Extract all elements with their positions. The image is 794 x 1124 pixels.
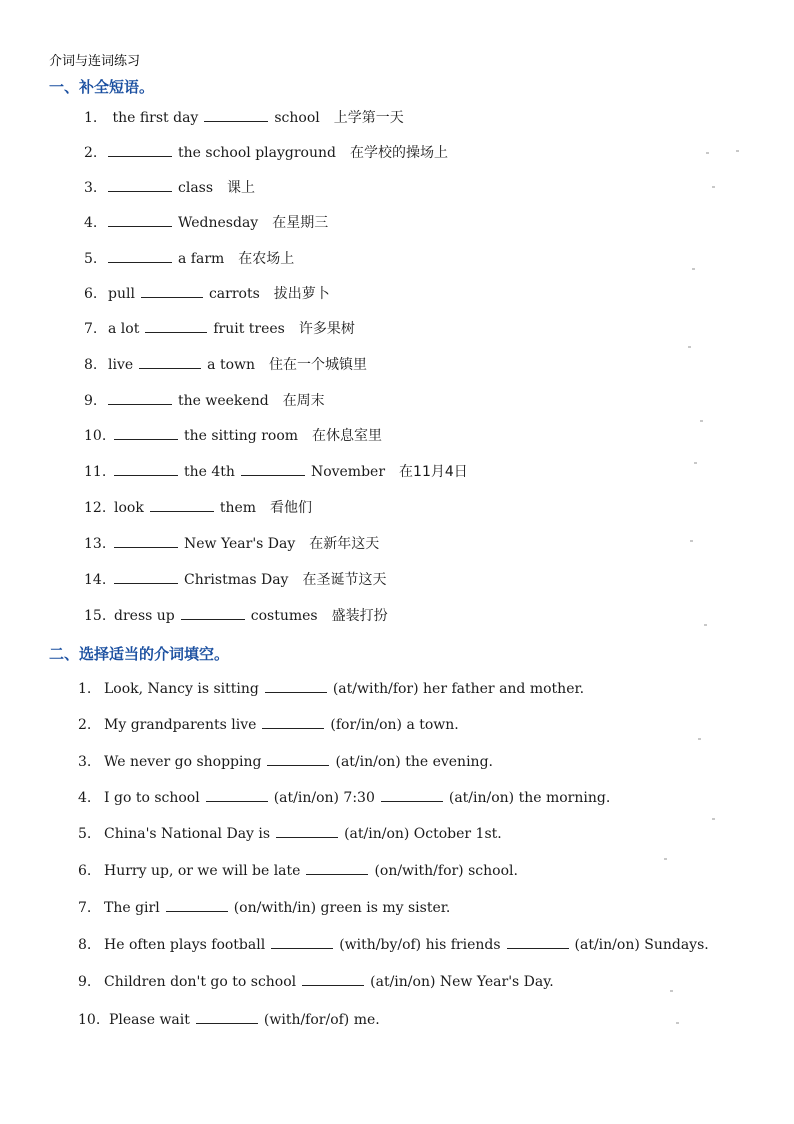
question-text: He often plays football — [104, 937, 266, 953]
scan-speck — [700, 420, 703, 422]
chinese-meaning: 在圣诞节这天 — [302, 572, 387, 588]
scan-speck — [736, 150, 739, 152]
answer-blank[interactable] — [276, 824, 338, 838]
question-number: 7. — [78, 900, 92, 916]
phrase-text: the 4th — [184, 464, 235, 480]
question-text: (at/in/on) 7:30 — [273, 790, 375, 806]
item-number: 11. — [84, 464, 107, 480]
answer-blank[interactable] — [108, 178, 172, 192]
phrase-item — [84, 143, 448, 162]
scan-speck — [676, 1022, 679, 1024]
question-number: 4. — [78, 790, 92, 806]
phrase-item — [84, 426, 382, 445]
question-number: 2. — [78, 717, 92, 733]
phrase-item — [84, 319, 355, 338]
scan-speck — [704, 624, 707, 626]
item-number: 3. — [84, 180, 98, 196]
phrase-text: the first day — [112, 110, 199, 126]
answer-blank[interactable] — [262, 715, 324, 729]
chinese-meaning: 在新年这天 — [309, 536, 380, 552]
question-text: Children don't go to school — [104, 974, 297, 990]
answer-blank[interactable] — [181, 606, 245, 620]
question-text: (on/with/for) school. — [374, 863, 518, 879]
phrase-text: November — [310, 464, 386, 480]
question-text: (with/for/of) me. — [263, 1012, 380, 1028]
phrase-item — [84, 108, 404, 127]
phrase-item — [84, 462, 468, 481]
phrase-text: a town — [207, 357, 256, 373]
question-text: Please wait — [109, 1012, 190, 1028]
phrase-text: a lot — [108, 321, 140, 337]
question-text: We never go shopping — [104, 754, 262, 770]
phrase-text: fruit trees — [213, 321, 285, 337]
phrase-text: them — [219, 500, 257, 516]
phrase-text: live — [108, 357, 134, 373]
item-number: 15. — [84, 608, 107, 624]
item-number: 13. — [84, 536, 107, 552]
question-number: 6. — [78, 863, 92, 879]
scan-speck — [692, 268, 695, 270]
phrase-text: carrots — [208, 286, 260, 302]
question-number: 3. — [78, 754, 92, 770]
chinese-meaning: 在农场上 — [238, 251, 295, 267]
chinese-meaning: 住在一个城镇里 — [269, 357, 368, 373]
phrase-item — [84, 606, 388, 625]
question-text: Hurry up, or we will be late — [104, 863, 301, 879]
answer-blank[interactable] — [139, 355, 201, 369]
section-2-heading: 二、选择适当的介词填空。 — [49, 645, 230, 663]
document-title: 介词与连词练习 — [49, 54, 141, 69]
answer-blank[interactable] — [108, 143, 172, 157]
item-number: 4. — [84, 215, 98, 231]
item-number: 8. — [84, 357, 98, 373]
phrase-text: school — [274, 110, 320, 126]
phrase-text: New Year's Day — [184, 536, 296, 552]
item-number: 14. — [84, 572, 107, 588]
question-text: (for/in/on) a town. — [330, 717, 459, 733]
question-text: (at/in/on) October 1st. — [344, 826, 502, 842]
answer-blank[interactable] — [145, 319, 207, 333]
fill-in-question — [78, 679, 584, 698]
chinese-meaning: 在周末 — [282, 393, 325, 409]
answer-blank[interactable] — [150, 498, 214, 512]
answer-blank[interactable] — [265, 679, 327, 693]
answer-blank[interactable] — [166, 898, 228, 912]
answer-blank[interactable] — [108, 391, 172, 405]
fill-in-question — [78, 752, 493, 771]
phrase-item — [84, 391, 325, 410]
phrase-text: look — [114, 500, 144, 516]
phrase-item — [84, 570, 386, 589]
fill-in-question — [78, 715, 459, 734]
question-text: (at/in/on) the evening. — [335, 754, 493, 770]
question-text: China's National Day is — [104, 826, 271, 842]
question-text: (at/in/on) Sundays. — [574, 937, 709, 953]
answer-blank[interactable] — [114, 570, 178, 584]
fill-in-question — [78, 898, 450, 917]
answer-blank[interactable] — [108, 249, 172, 263]
question-number: 5. — [78, 826, 92, 842]
chinese-meaning: 课上 — [227, 180, 256, 196]
phrase-item — [84, 213, 328, 232]
fill-in-question — [78, 861, 518, 880]
phrase-item — [84, 534, 379, 553]
question-number: 9. — [78, 974, 92, 990]
answer-blank[interactable] — [271, 935, 333, 949]
scan-speck — [706, 152, 709, 154]
scan-speck — [694, 462, 697, 464]
phrase-text: a farm — [178, 251, 225, 267]
answer-blank[interactable] — [306, 861, 368, 875]
phrase-item — [84, 249, 294, 268]
fill-in-question — [78, 935, 709, 954]
answer-blank[interactable] — [141, 284, 203, 298]
item-number: 7. — [84, 321, 98, 337]
question-text: (at/with/for) her father and mother. — [332, 681, 585, 697]
question-text: I go to school — [104, 790, 200, 806]
item-number: 12. — [84, 500, 107, 516]
phrase-text: Christmas Day — [184, 572, 289, 588]
answer-blank[interactable] — [114, 426, 178, 440]
phrase-item — [84, 355, 367, 374]
chinese-meaning: 在星期三 — [272, 215, 329, 231]
question-text: (with/by/of) his friends — [339, 937, 501, 953]
phrase-item — [84, 178, 255, 197]
answer-blank[interactable] — [241, 462, 305, 476]
chinese-meaning: 在休息室里 — [312, 428, 383, 444]
question-text: (at/in/on) New Year's Day. — [370, 974, 554, 990]
item-number: 6. — [84, 286, 98, 302]
item-number: 5. — [84, 251, 98, 267]
phrase-text: costumes — [250, 608, 318, 624]
answer-blank[interactable] — [114, 534, 178, 548]
chinese-meaning: 在学校的操场上 — [349, 145, 448, 161]
question-text: (on/with/in) green is my sister. — [233, 900, 451, 916]
fill-in-question — [78, 1010, 380, 1029]
question-number: 10. — [78, 1012, 101, 1028]
answer-blank[interactable] — [267, 752, 329, 766]
scan-speck — [664, 858, 667, 860]
chinese-meaning: 在11月4日 — [399, 464, 468, 480]
chinese-meaning: 许多果树 — [298, 321, 355, 337]
fill-in-question — [78, 824, 502, 843]
phrase-item — [84, 498, 312, 517]
answer-blank[interactable] — [507, 935, 569, 949]
scan-speck — [670, 990, 673, 992]
phrase-text: the weekend — [178, 393, 269, 409]
answer-blank[interactable] — [204, 108, 268, 122]
item-number: 10. — [84, 428, 107, 444]
question-number: 1. — [78, 681, 92, 697]
phrase-text: the school playground — [178, 145, 336, 161]
phrase-text: the sitting room — [184, 428, 299, 444]
question-text: The girl — [104, 900, 160, 916]
phrase-text: pull — [108, 286, 135, 302]
answer-blank[interactable] — [114, 462, 178, 476]
phrase-item — [84, 284, 330, 303]
chinese-meaning: 盛装打扮 — [331, 608, 388, 624]
item-number: 1. — [84, 110, 98, 126]
fill-in-question — [78, 788, 610, 807]
chinese-meaning: 上学第一天 — [333, 110, 404, 126]
answer-blank[interactable] — [108, 213, 172, 227]
section-1-heading: 一、补全短语。 — [49, 78, 155, 96]
item-number: 9. — [84, 393, 98, 409]
scan-speck — [690, 540, 693, 542]
answer-blank[interactable] — [381, 788, 443, 802]
question-number: 8. — [78, 937, 92, 953]
phrase-text: dress up — [114, 608, 175, 624]
chinese-meaning: 拔出萝卜 — [273, 286, 330, 302]
scan-speck — [688, 346, 691, 348]
question-text: (at/in/on) the morning. — [448, 790, 611, 806]
answer-blank[interactable] — [206, 788, 268, 802]
question-text: Look, Nancy is sitting — [104, 681, 259, 697]
chinese-meaning: 看他们 — [270, 500, 313, 516]
item-number: 2. — [84, 145, 98, 161]
phrase-text: Wednesday — [178, 215, 259, 231]
fill-in-question — [78, 972, 554, 991]
scan-speck — [712, 186, 715, 188]
phrase-text: class — [178, 180, 214, 196]
answer-blank[interactable] — [302, 972, 364, 986]
scan-speck — [712, 818, 715, 820]
answer-blank[interactable] — [196, 1010, 258, 1024]
scan-speck — [698, 738, 701, 740]
question-text: My grandparents live — [104, 717, 257, 733]
